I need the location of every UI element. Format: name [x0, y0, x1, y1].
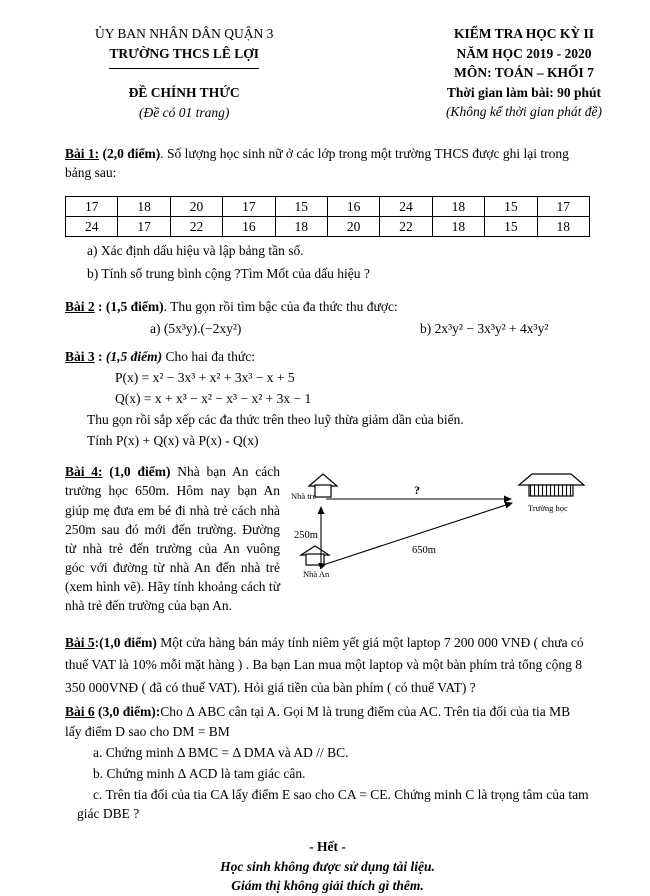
bai1-points: (2,0 điểm)	[99, 146, 161, 162]
section-bai1	[65, 144, 590, 283]
unknown-distance-label: ?	[414, 483, 420, 498]
subject-grade: MÔN: TOÁN – KHỐI 7	[454, 65, 594, 81]
bai2-sep: :	[94, 299, 106, 315]
document-header	[95, 24, 602, 122]
table-cell: 18	[432, 196, 484, 216]
school-label: Trường học	[528, 503, 568, 514]
bai1-label: Bài 1:	[65, 146, 100, 162]
header-divider	[109, 68, 259, 69]
school-building-icon	[519, 474, 584, 496]
table-cell: 17	[223, 196, 275, 216]
table-cell: 22	[380, 216, 432, 236]
header-right-block	[446, 24, 602, 122]
bai2-items	[65, 319, 590, 338]
bai6-item-c: c. Trên tia đối của tia CA lấy điểm E sao cho CA = CE. Chứng minh C là trọng tâm của tam giác DBE ?	[77, 786, 589, 822]
diagonal-distance-label: 650m	[412, 545, 436, 557]
document-footer	[65, 837, 590, 896]
bai3-polynomial-p: P(x) = x² − 3x³ + x² + 3x³ − x + 5	[115, 369, 295, 385]
school-name: TRƯỜNG THCS LÊ LỢI	[109, 45, 260, 61]
table-cell: 18	[275, 216, 327, 236]
table-cell: 15	[485, 196, 537, 216]
section-bai2	[65, 297, 590, 338]
table-cell: 16	[327, 196, 379, 216]
section-bai3	[65, 347, 590, 451]
bai5-text: Một cửa hàng bán máy tính niêm yết giá một laptop 7 200 000 VNĐ ( chưa có thuế VAT là 10% mỗi mặt hàng ) . Ba bạn Lan mua một laptop và một bàn phím trả tổng cộng 8 350 000VNĐ ( đã có thuế VAT). Hỏi giá tiền của bàn phím ( có thuế VAT) ?	[65, 634, 584, 696]
issuer-line: ỦY BAN NHÂN DÂN QUẬN 3	[95, 26, 274, 41]
table-cell: 17	[537, 196, 589, 216]
duration: Thời gian làm bài: 90 phút	[446, 84, 602, 100]
bai3-sep: :	[94, 348, 106, 364]
table-row	[66, 196, 590, 216]
header-left-block	[95, 24, 273, 122]
bai4-figure	[290, 462, 590, 615]
vertical-distance-label: 250m	[294, 530, 318, 542]
bai6-text: Cho Δ ABC cân tại A. Gọi M là trung điểm của AC. Trên tia đối của tia MB lấy điểm D sao cho DM = BM	[65, 704, 571, 739]
bai6-label: Bài 6	[65, 704, 95, 720]
bai2-item-a: a) (5x³y).(−2xy²)	[150, 321, 242, 337]
table-cell: 20	[170, 196, 222, 216]
bai4-text-block	[65, 462, 280, 615]
bai3-note2: Tính P(x) + Q(x) và P(x) - Q(x)	[87, 433, 259, 449]
bai2-points: (1,5 điểm)	[105, 299, 164, 315]
bai3-lead: Cho hai đa thức:	[162, 348, 255, 364]
table-cell: 17	[66, 196, 118, 216]
bai1-lead: . Số lượng học sinh nữ ở các lớp trong một trường THCS được ghi lại trong bảng sau:	[65, 146, 569, 181]
footer-note-2: Giám thị không giải thích gì thêm.	[231, 878, 424, 894]
section-bai4	[65, 462, 590, 615]
distance-diagram	[290, 468, 590, 586]
footer-note-1: Học sinh không được sử dụng tài liệu.	[220, 858, 435, 874]
bai3-heading	[65, 347, 590, 366]
exam-type: ĐỀ CHÍNH THỨC	[128, 85, 240, 101]
table-cell: 15	[275, 196, 327, 216]
bai1-item-b: b) Tính số trung bình cộng ?Tìm Mốt của dấu hiệu ?	[87, 266, 370, 282]
section-bai6	[65, 702, 590, 823]
table-cell: 18	[432, 216, 484, 236]
bai3-points: (1,5 điểm)	[105, 348, 163, 364]
bai6-item-b: b. Chứng minh Δ ACD là tam giác cân.	[93, 765, 306, 781]
bai5-label: Bài 5	[65, 634, 95, 650]
table-cell: 17	[118, 216, 170, 236]
bai2-lead: . Thu gọn rồi tìm bậc của đa thức thu được:	[163, 299, 398, 315]
nursery-label: Nhà trẻ	[291, 491, 317, 502]
bai3-note1: Thu gọn rồi sắp xếp các đa thức trên theo luỹ thừa giảm dần của biến.	[87, 411, 464, 427]
table-cell: 24	[380, 196, 432, 216]
table-cell: 24	[66, 216, 118, 236]
home-label: Nhà An	[303, 569, 330, 580]
bai6-points: (3,0 điểm):	[94, 704, 161, 720]
exam-title: KIỂM TRA HỌC KỲ II	[453, 26, 594, 41]
bai1-data-table	[65, 196, 590, 237]
bai2-heading	[65, 297, 590, 316]
bai3-label: Bài 3	[65, 348, 95, 364]
bai2-item-b: b) 2x³y² − 3x³y² + 4x³y²	[420, 321, 549, 337]
bai4-points: (1,0 điểm)	[102, 464, 171, 480]
bai1-heading	[65, 144, 590, 182]
end-marker: - Hết -	[309, 839, 346, 855]
table-cell: 18	[537, 216, 589, 236]
bai3-polynomial-q: Q(x) = x + x³ − x² − x³ − x² + 3x − 1	[115, 390, 312, 406]
section-bai5	[65, 632, 590, 701]
table-cell: 18	[118, 196, 170, 216]
table-cell: 20	[327, 216, 379, 236]
school-year: NĂM HỌC 2019 - 2020	[456, 45, 592, 61]
bai4-label: Bài 4:	[65, 464, 103, 480]
bai2-label: Bài 2	[65, 299, 95, 315]
bai4-row	[65, 462, 590, 615]
table-row	[66, 216, 590, 236]
bai5-points: :(1,0 điểm)	[94, 634, 157, 650]
page-count-note: (Đề có 01 trang)	[139, 104, 230, 120]
duration-note: (Không kể thời gian phát đề)	[445, 104, 602, 120]
home-house-icon	[301, 546, 329, 565]
bai6-heading	[65, 702, 590, 740]
bai4-text: Nhà bạn An cách trường học 650m. Hôm nay bạn An giúp mẹ đưa em bé đi nhà trẻ cách nhà 250m sau đó mới đến trường. Đường từ nhà trẻ đến trường của An vuông góc với đường từ nhà An đến nhà trẻ (xem hình vẽ). Hãy tính khoảng cách từ nhà trẻ đến trường của bạn An.	[65, 464, 281, 614]
table-cell: 15	[485, 216, 537, 236]
bai1-item-a: a) Xác định dấu hiệu và lập bảng tần số.	[87, 242, 304, 258]
table-cell: 16	[223, 216, 275, 236]
table-cell: 22	[170, 216, 222, 236]
bai6-item-a: a. Chứng minh Δ BMC = Δ DMA và AD // BC.	[93, 744, 349, 760]
